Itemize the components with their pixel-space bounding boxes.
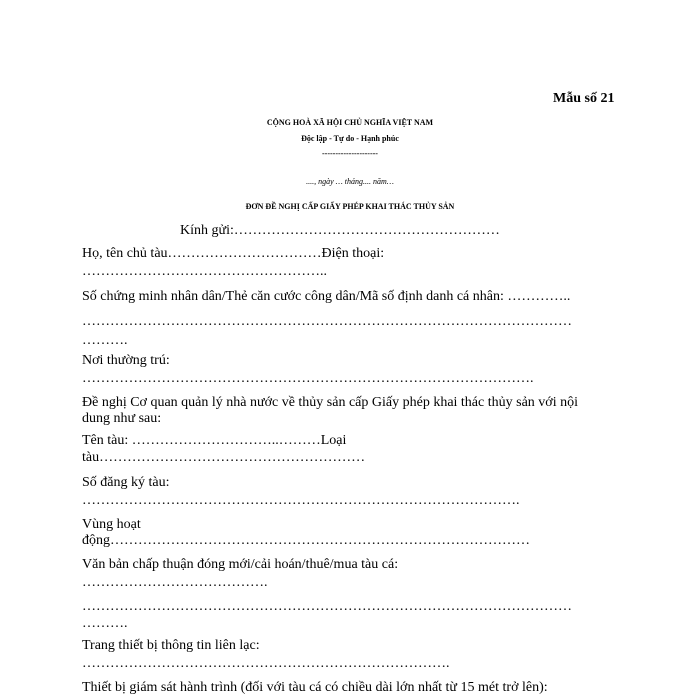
comms-equipment-label: Trang thiết bị thông tin liên lạc: <box>82 638 260 653</box>
approval-dots-end: ………. <box>82 616 128 631</box>
vessel-type-label: tàu………………………………………………… <box>82 450 366 465</box>
motto-underline: --------------------- <box>322 149 378 158</box>
monitoring-device-label: Thiết bị giám sát hành trình (đối với tàu cá có chiều dài lớn nhất từ 15 mét trở lên): <box>82 680 548 695</box>
approval-dots-1: …………………………………. <box>82 575 268 590</box>
registration-dots: …………………………………………………………………………………. <box>82 493 520 508</box>
owner-dots: …………………………………………….. <box>82 264 327 279</box>
request-text-line2: dung như sau: <box>82 411 162 426</box>
approval-doc-label: Văn bản chấp thuận đóng mới/cải hoán/thuê/mua tàu cá: <box>82 557 399 572</box>
id-dots: …………………………………………………………………………………………… <box>82 314 572 329</box>
form-number: Mẫu số 21 <box>553 91 615 106</box>
vessel-name-label: Tên tàu: …………………………..………Loại <box>82 433 347 448</box>
id-dots-end: ………. <box>82 333 128 348</box>
salutation: Kính gửi:………………………………………………… <box>180 223 500 238</box>
comms-dots: ……………………………………………………………………. <box>82 656 450 671</box>
residence-dots: ……………………………………………………………………………………. <box>82 371 534 386</box>
fishing-area-dots: động……………………………………………………………………………… <box>82 533 530 548</box>
owner-name-phone-label: Họ, tên chủ tàu……………………………Điện thoại: <box>82 246 385 261</box>
approval-dots-2: …………………………………………………………………………………………… <box>82 599 572 614</box>
id-number-label: Số chứng minh nhân dân/Thẻ căn cước công dân/Mã số định danh cá nhân: ………….. <box>82 289 571 304</box>
fishing-area-label: Vùng hoạt <box>82 517 141 532</box>
national-motto: Độc lập - Tự do - Hạnh phúc <box>301 134 399 143</box>
request-text-line1: Đề nghị Cơ quan quản lý nhà nước về thủy sản cấp Giấy phép khai thác thủy sản với nội <box>82 395 578 410</box>
date-line: ...., ngày … tháng.... năm… <box>306 177 394 186</box>
form-title: ĐƠN ĐỀ NGHỊ CẤP GIẤY PHÉP KHAI THÁC THỦY SẢN <box>245 202 455 211</box>
registration-label: Số đăng ký tàu: <box>82 475 170 490</box>
country-name: CỘNG HOÀ XÃ HỘI CHỦ NGHĨA VIỆT NAM <box>266 118 434 127</box>
residence-label: Nơi thường trú: <box>82 353 170 368</box>
